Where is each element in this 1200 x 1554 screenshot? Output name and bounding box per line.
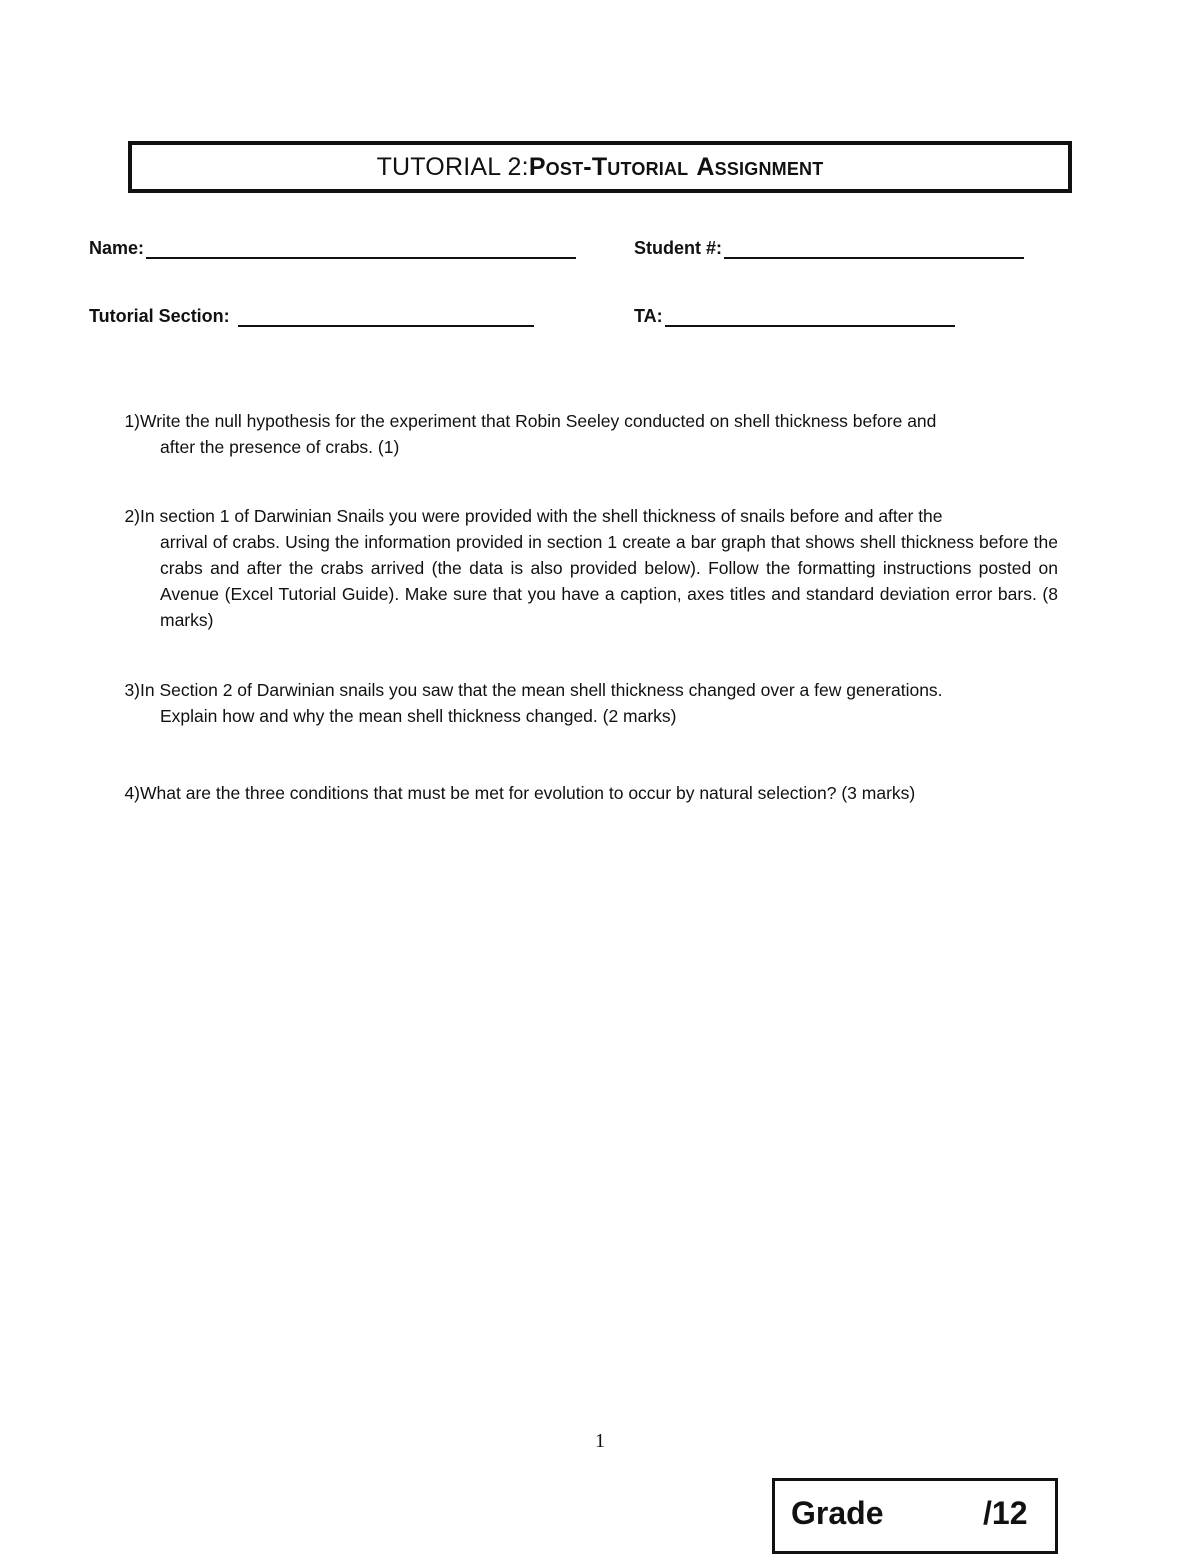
- question-4: [90, 780, 1058, 806]
- tutorial-section-label: Tutorial Section:: [89, 306, 230, 326]
- question-text: In section 1 of Darwinian Snails you were provided with the shell thickness of snails before and after the: [140, 506, 943, 526]
- question-3: [90, 677, 1058, 729]
- student-number-blank[interactable]: [724, 239, 1024, 259]
- question-text: Write the null hypothesis for the experiment that Robin Seeley conducted on shell thickness before and: [140, 411, 937, 431]
- question-text: What are the three conditions that must be met for evolution to occur by natural selection? (3 marks): [140, 783, 916, 803]
- assignment-title: [128, 141, 1072, 193]
- question-text-continued: arrival of crabs. Using the information provided in section 1 create a bar graph that shows shell thickness before the crabs and after the crabs arrived (the data is also provided below). Follow the formatting instructions posted on Avenue (Excel Tutorial Guide). Make sure that you have a caption, axes titles and standard deviation error bars. (8 marks): [160, 532, 1058, 630]
- question-number: 4): [124, 783, 140, 803]
- title-prefix: TUTORIAL 2:: [376, 152, 529, 181]
- page-number: 1: [595, 1430, 605, 1452]
- question-number: 2): [124, 506, 140, 526]
- title-post: Post-: [528, 152, 592, 181]
- grade-total: /12: [983, 1495, 1028, 1531]
- student-number-field[interactable]: [634, 238, 1024, 259]
- question-number: 1): [124, 411, 140, 431]
- question-number: 3): [124, 680, 140, 700]
- question-1: [90, 408, 1058, 460]
- ta-field[interactable]: [634, 306, 955, 327]
- title-assignment: Assignment: [696, 152, 824, 181]
- name-blank[interactable]: [146, 239, 576, 259]
- ta-label: TA:: [634, 306, 663, 326]
- question-text: In Section 2 of Darwinian snails you saw that the mean shell thickness changed over a few generations.: [140, 680, 943, 700]
- tutorial-section-field[interactable]: [89, 306, 534, 327]
- title-tutorial: Tutorial: [591, 152, 689, 181]
- grade-label: Grade: [791, 1495, 884, 1531]
- name-label: Name:: [89, 238, 145, 258]
- ta-blank[interactable]: [665, 307, 955, 327]
- grade-box: [772, 1478, 1058, 1554]
- tutorial-section-blank[interactable]: [238, 307, 534, 327]
- name-field[interactable]: [89, 238, 576, 259]
- question-text-continued: after the presence of crabs. (1): [160, 437, 400, 457]
- question-2: [90, 503, 1058, 633]
- question-text-continued: Explain how and why the mean shell thickness changed. (2 marks): [160, 706, 677, 726]
- student-number-label: Student #:: [634, 238, 722, 258]
